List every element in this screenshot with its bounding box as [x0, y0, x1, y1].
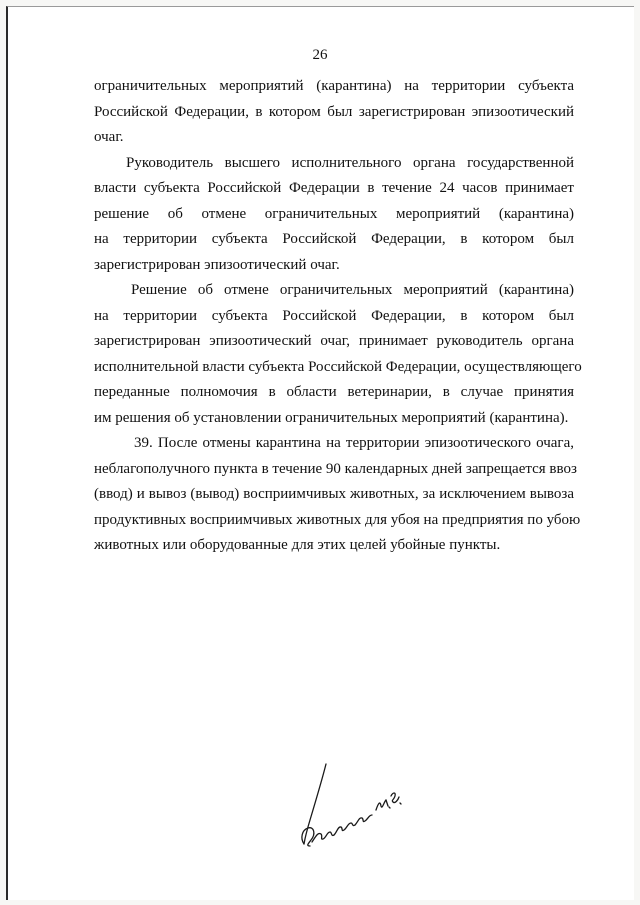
- text-line: продуктивных восприимчивых животных для убоя на предприятия по убою: [94, 511, 581, 528]
- paragraph-continuation: [94, 74, 574, 151]
- document-body: [94, 74, 582, 559]
- text-line: им решения об установлении ограничительных мероприятий (карантина).: [94, 409, 569, 426]
- page-number: 26: [312, 47, 328, 63]
- text-line: (ввод) и вывоз (вывод) восприимчивых животных, за исключением вывоза: [94, 486, 574, 502]
- paragraph-head-decision: [94, 151, 574, 279]
- text-line: зарегистрирован эпизоотический очаг, принимает руководитель органа: [94, 333, 574, 349]
- text-line: исполнительной власти субъекта Российской Федерации, осуществляющего: [94, 358, 582, 375]
- text-line: Российской Федерации, в котором был зарегистрирован эпизоотический: [94, 103, 574, 120]
- text-line: на территории субъекта Российской Федерации, в котором был: [94, 307, 574, 324]
- handwritten-signature: [296, 760, 406, 852]
- text-line: неблагополучного пункта в течение 90 календарных дней запрещается ввоз: [94, 460, 577, 477]
- text-line: 39. После отмены карантина на территории эпизоотического очага,: [134, 435, 574, 451]
- text-line: очаг.: [94, 129, 124, 145]
- text-line: животных или оборудованные для этих целей убойные пункты.: [94, 537, 501, 553]
- text-line: Руководитель высшего исполнительного органа государственной: [126, 154, 574, 171]
- text-line: Решение об отмене ограничительных мероприятий (карантина): [131, 282, 574, 298]
- text-line: переданные полномочия в области ветеринарии, в случае принятия: [94, 384, 574, 400]
- paragraph-cancel-decision: [94, 278, 582, 431]
- paragraph-item-39: [94, 431, 581, 559]
- text-line: власти субъекта Российской Федерации в течение 24 часов принимает: [94, 180, 574, 196]
- text-line: на территории субъекта Российской Федерации, в котором был: [94, 231, 574, 247]
- text-line: решение об отмене ограничительных мероприятий (карантина): [94, 205, 574, 222]
- text-line: зарегистрирован эпизоотический очаг.: [94, 256, 340, 273]
- text-line: ограничительных мероприятий (карантина) на территории субъекта: [94, 78, 574, 94]
